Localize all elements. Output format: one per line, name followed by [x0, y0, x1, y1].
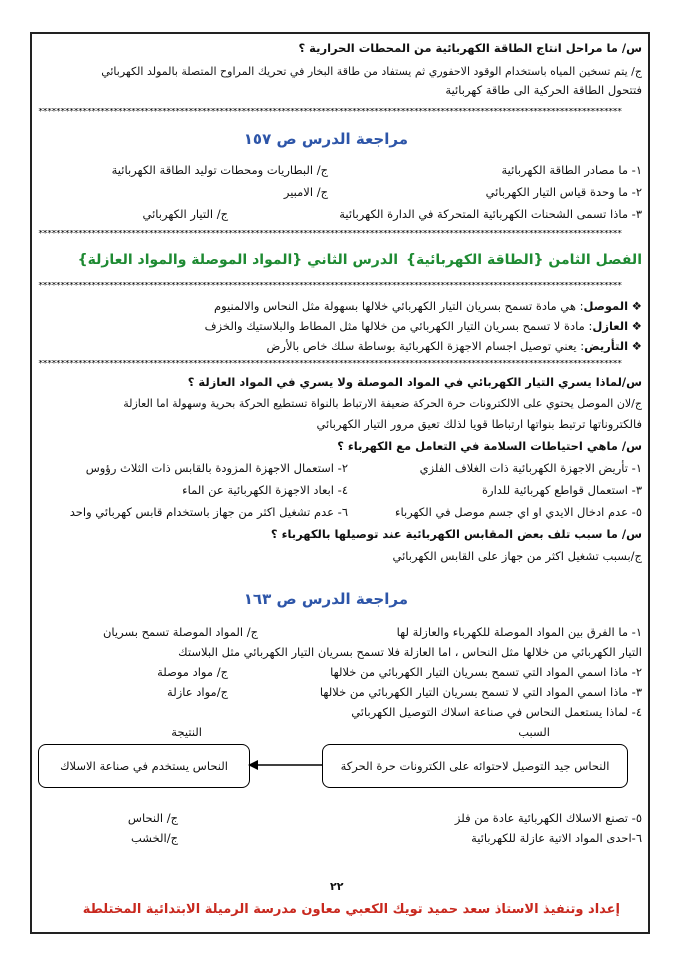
cause-box-text: النحاس جيد التوصيل لاحتوائه على الكترونات حرة الحركة — [340, 759, 610, 773]
definition-text: : مادة لا تسمح بسريان التيار الكهربائي من خلالها مثل المطاط والبلاستيك والخزف — [204, 319, 593, 333]
page-frame — [30, 32, 650, 934]
review157-a1: ج/ البطاريات ومحطات توليد الطاقة الكهربائية — [111, 163, 328, 177]
question-stages: س/ ما مراحل انتاج الطاقة الكهربائية من المحطات الحرارية ؟ — [298, 41, 642, 55]
review163-q2: ٢- ماذا اسمي المواد التي تسمح بسريان التيار الكهربائي من خلالها — [330, 665, 642, 679]
review163-q3: ٣- ماذا اسمي المواد التي لا تسمح بسريان التيار الكهربائي من خلالها — [319, 685, 642, 699]
review157-q1: ١- ما مصادر الطاقة الكهربائية — [501, 163, 642, 177]
answer-why-line2: فالكتروناتها ترتبط بنواتها ارتباطا قويا لذلك تعيق مرور التيار الكهربائي — [316, 417, 642, 431]
answer-plugs: ج/بسبب تشغيل اكثر من جهاز على القابس الكهربائي — [392, 549, 642, 563]
question-why: س/لماذا يسري التيار الكهربائي في المواد الموصلة ولا يسري في المواد العازلة ؟ — [187, 375, 642, 389]
definition-text: : يعني توصيل اجسام الاجهزة الكهربائية بوساطة سلك خاص بالأرض — [266, 339, 585, 353]
safety-item-2: ٢- استعمال الاجهزة المزودة بالقابس ذات الثلاث رؤوس — [85, 461, 348, 475]
review163-a3: ج/مواد عازلة — [167, 685, 228, 699]
review163-q5: ٥- تصنع الاسلاك الكهربائية عادة من فلز — [454, 811, 642, 825]
review163-a5: ج/ النحاس — [127, 811, 178, 825]
answer-stages-line2: فتتحول الطاقة الحركية الى طاقة كهربائية — [445, 83, 642, 97]
review157-q3: ٣- ماذا تسمى الشحنات الكهربائية المتحركة في الدارة الكهربائية — [339, 207, 642, 221]
safety-item-5: ٥- عدم ادخال الايدي او اي جسم موصل في الكهرباء — [395, 505, 642, 519]
review163-a6: ج/الخشب — [131, 831, 178, 845]
result-box — [38, 744, 250, 788]
review157-q2: ٢- ما وحدة قياس التيار الكهربائي — [485, 185, 642, 199]
answer-why-line1: ج/لان الموصل يحتوي على الالكترونات حرة الحركة ضعيفة الارتباط بالنواة تستطيع الحركة بحرية وسهولة اما العازلة — [123, 397, 642, 410]
term-insulator: العازل — [592, 319, 629, 333]
arrow-left-icon — [248, 758, 324, 772]
review163-a1-part1: ج/ المواد الموصلة تسمح بسريان — [102, 625, 258, 639]
page-number: ٢٢ — [330, 880, 344, 893]
result-box-text: النحاس يستخدم في صناعة الاسلاك — [60, 759, 228, 773]
review163-title: مراجعة الدرس ص ١٦٣ — [243, 590, 408, 608]
bullet-icon: ❖ — [628, 339, 642, 353]
safety-item-4: ٤- ابعاد الاجهزة الكهربائية عن الماء — [182, 483, 348, 497]
result-label: النتيجة — [171, 725, 202, 739]
divider-stars: ************************************************************************************************************************************ — [38, 282, 622, 290]
chapter-title: الفصل الثامن {الطاقة الكهربائية} — [405, 252, 642, 268]
lesson-title: الدرس الثاني {المواد الموصلة والمواد العازلة} — [77, 252, 398, 268]
safety-item-6: ٦- عدم تشغيل اكثر من جهاز باستخدام قابس كهربائي واحد — [69, 505, 348, 519]
divider-stars: ************************************************************************************************************************************ — [38, 360, 622, 368]
review163-q4: ٤- لماذا يستعمل النحاس في صناعة اسلاك التوصيل الكهربائي — [351, 705, 642, 719]
review157-a2: ج/ الامبير — [283, 185, 328, 199]
safety-item-1: ١- تأريض الاجهزة الكهربائية ذات الغلاف الفلزي — [419, 461, 642, 475]
definition-text: : هي مادة تسمح بسريان التيار الكهربائي خلالها بسهولة مثل النحاس والالمنيوم — [213, 299, 584, 313]
review163-q6: ٦-احدى المواد الاتية عازلة للكهربائية — [471, 831, 642, 845]
question-safety: س/ ماهي احتياطات السلامة في التعامل مع الكهرباء ؟ — [337, 439, 642, 453]
divider-stars: ************************************************************************************************************************************ — [38, 108, 622, 116]
term-conductor: الموصل — [583, 299, 629, 313]
review163-q1: ١- ما الفرق بين المواد الموصلة للكهرباء والعازلة لها — [396, 625, 642, 639]
definition-conductor — [214, 298, 642, 314]
review157-a3: ج/ التيار الكهربائي — [142, 207, 228, 221]
review163-a1-line2: التيار الكهربائي من خلالها مثل النحاس ، اما العازلة فلا تسمح بسريان التيار الكهربائي مثل البلاستك — [178, 645, 642, 659]
answer-stages-line1: ج/ يتم تسخين المياه باستخدام الوقود الاحفوري ثم يستفاد من طاقة البخار في تحريك المراوح المتصلة بالمولد الكهربائي — [101, 65, 642, 78]
term-grounding: التأريض — [584, 339, 629, 353]
review157-title: مراجعة الدرس ص ١٥٧ — [243, 130, 408, 148]
divider-stars: ************************************************************************************************************************************ — [38, 230, 622, 238]
footer-credit: إعداد وتنفيذ الاستاذ سعد حميد تويك الكعبي معاون مدرسة الرميلة الابتدائية المختلطة — [82, 902, 620, 917]
bullet-icon: ❖ — [628, 319, 642, 333]
definition-insulator — [205, 318, 642, 334]
review163-a2: ج/ مواد موصلة — [157, 665, 228, 679]
bullet-icon: ❖ — [628, 299, 642, 313]
safety-item-3: ٣- استعمال قواطع كهربائية للدارة — [481, 483, 642, 497]
cause-label: السبب — [518, 725, 550, 739]
cause-box — [322, 744, 628, 788]
question-plugs: س/ ما سبب تلف بعض المقابس الكهربائية عند توصيلها بالكهرباء ؟ — [270, 527, 642, 541]
definition-grounding — [267, 338, 642, 354]
